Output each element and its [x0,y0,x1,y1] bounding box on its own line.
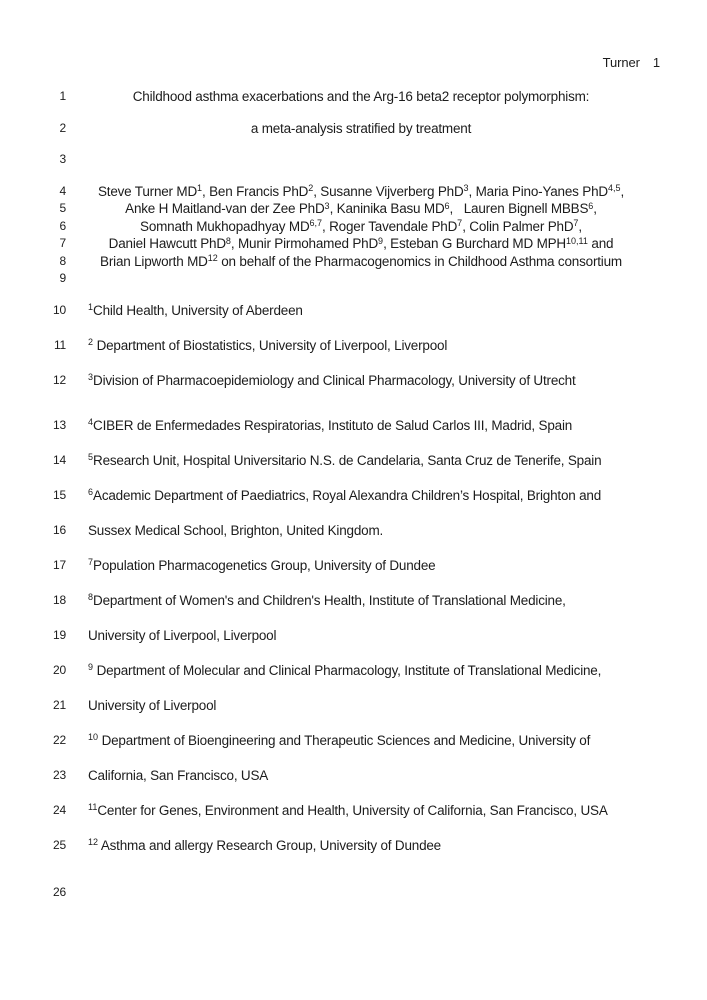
line-row [0,253,707,271]
text-segment: Population Pharmacogenetics Group, University of Dundee [93,557,436,573]
text-segment: Somnath Mukhopadhyay MD [140,218,310,234]
line-row [0,802,707,820]
line-number: 8 [59,253,66,268]
text-segment: CIBER de Enfermedades Respiratorias, Instituto de Salud Carlos III, Madrid, Spain [93,417,573,433]
text-segment: , Munir Pirmohamed PhD [230,236,379,251]
text-segment: , Lauren Bignell MBBS [449,201,589,216]
text-segment: , [593,201,597,216]
text-segment: Center for Genes, Environment and Health, University of California, San Francisco, USA [97,802,608,818]
line-list [0,88,707,901]
line-number: 1 [59,89,66,103]
superscript-affiliation-ref: 12 [88,837,99,847]
line-text [88,522,634,540]
line-number: 20 [53,662,66,677]
line-number: 6 [59,218,66,233]
line-number: 3 [59,152,66,166]
text-segment: Brian Lipworth MD [100,253,208,269]
text-segment: on behalf of the Pharmacogenomics in Childhood Asthma consortium [217,253,622,269]
text-segment: , Roger Tavendale PhD [322,218,458,234]
line-row [0,452,707,470]
line-number: 14 [53,452,66,467]
line-number: 10 [53,302,66,317]
line-number: 17 [53,557,66,572]
line-row [0,662,707,680]
superscript-affiliation-ref: 3 [463,183,469,193]
text-segment: Academic Department of Paediatrics, Royal Alexandra Children’s Hospital, Brighton and [93,487,602,503]
line-row [0,767,707,785]
line-text [88,884,634,902]
superscript-affiliation-ref: 4 [88,417,94,427]
line-text [88,837,634,855]
line-number: 19 [53,627,66,642]
line-row [0,592,707,610]
text-segment: Asthma and allergy Research Group, University of Dundee [98,837,441,853]
superscript-affiliation-ref: 4,5 [607,183,621,193]
line-row [0,884,707,902]
line-text [88,88,634,106]
line-row [0,235,707,253]
superscript-affiliation-ref: 3 [324,200,330,211]
text-segment: Steve Turner MD [97,183,198,199]
line-number: 9 [59,271,66,285]
line-number: 25 [53,837,66,852]
line-row [0,200,707,218]
superscript-affiliation-ref: 7 [457,218,463,228]
superscript-affiliation-ref: 8 [88,592,94,602]
running-head-page-number: 1 [652,55,660,70]
superscript-affiliation-ref: 2 [308,183,314,193]
line-text [88,120,634,138]
superscript-affiliation-ref: 6,7 [309,218,323,228]
text-segment: California, San Francisco, USA [88,767,269,783]
line-number: 5 [59,201,66,215]
superscript-affiliation-ref: 7 [573,218,579,228]
line-text [88,200,634,218]
text-segment: Anke H Maitland-van der Zee PhD [125,201,325,216]
line-number: 21 [53,697,66,712]
line-text [88,487,634,505]
line-text [88,662,634,680]
line-number: 4 [59,183,66,198]
superscript-affiliation-ref: 11 [88,802,98,812]
superscript-affiliation-ref: 1 [88,302,94,312]
line-text [88,592,634,610]
line-row [0,372,707,390]
line-number: 15 [53,487,66,502]
superscript-affiliation-ref: 3 [88,372,94,382]
superscript-affiliation-ref: 9 [378,235,384,246]
line-number: 2 [59,120,66,135]
text-segment: Childhood asthma exacerbations and the Arg-16 beta2 receptor polymorphism: [132,89,590,104]
line-text [88,337,634,355]
text-segment: University of Liverpool, Liverpool [88,627,277,643]
line-number: 7 [59,236,66,250]
superscript-affiliation-ref: 5 [88,452,94,462]
line-row [0,732,707,750]
superscript-affiliation-ref: 12 [207,253,218,263]
line-text [88,253,634,271]
text-segment: and [587,236,614,251]
line-row [0,697,707,715]
line-text [88,235,634,253]
text-segment: Department of Bioengineering and Therapeutic Sciences and Medicine, University of [98,732,591,748]
text-segment: , [578,218,582,234]
line-number: 13 [53,417,66,432]
line-text [88,302,634,320]
line-text [88,183,634,201]
line-row [0,337,707,355]
line-text [88,767,634,785]
text-segment: Division of Pharmacoepidemiology and Clinical Pharmacology, University of Utrecht [93,372,576,388]
text-segment: a meta-analysis stratified by treatment [250,120,472,136]
superscript-affiliation-ref: 1 [197,183,203,193]
text-segment: Child Health, University of Aberdeen [93,302,303,318]
superscript-affiliation-ref: 8 [225,235,231,246]
line-text [88,732,634,750]
line-text [88,151,634,169]
line-row [0,302,707,320]
line-number: 22 [53,732,66,747]
line-number: 12 [53,372,66,387]
line-text [88,218,634,236]
line-number: 23 [53,767,66,782]
superscript-affiliation-ref: 6 [588,200,594,211]
line-row [0,522,707,540]
line-text [88,557,634,575]
line-row [0,837,707,855]
superscript-affiliation-ref: 6 [88,487,94,497]
line-text [88,452,634,470]
running-head-author: Turner [602,55,640,70]
line-row [0,183,707,201]
line-row [0,151,707,169]
text-segment: Department of Molecular and Clinical Pharmacology, Institute of Translational Medicine, [93,662,602,678]
line-number: 16 [53,522,66,537]
line-row [0,487,707,505]
text-segment: Research Unit, Hospital Universitario N.S. de Candelaria, Santa Cruz de Tenerife, Spain [93,452,602,468]
superscript-affiliation-ref: 2 [88,337,94,347]
line-number: 18 [53,592,66,607]
text-segment: , Esteban G Burchard MD MPH [383,236,566,251]
line-number: 24 [53,802,66,817]
superscript-affiliation-ref: 10 [88,732,99,742]
line-number: 26 [53,884,66,899]
line-text [88,802,634,820]
line-row [0,88,707,106]
text-segment: Department of Women's and Children's Health, Institute of Translational Medicine, [93,592,566,608]
text-segment: , Ben Francis PhD [202,183,309,199]
line-row [0,120,707,138]
text-segment: , Maria Pino-Yanes PhD [468,183,608,199]
superscript-affiliation-ref: 10,11 [565,235,588,246]
text-segment: University of Liverpool [88,697,217,713]
line-text [88,417,634,435]
line-number: 11 [53,337,66,352]
line-row [0,218,707,236]
line-text [88,697,634,715]
line-row [0,627,707,645]
text-segment: Daniel Hawcutt PhD [108,236,226,251]
text-segment: , [620,183,625,199]
text-segment: , Colin Palmer PhD [462,218,574,234]
line-text [88,627,634,645]
line-text [88,270,634,288]
running-head [589,40,660,85]
text-segment: , Susanne Vijverberg PhD [313,183,464,199]
line-row [0,557,707,575]
superscript-affiliation-ref: 7 [88,557,94,567]
superscript-affiliation-ref: 6 [444,200,450,211]
text-segment: , Kaninika Basu MD [329,201,445,216]
line-row [0,417,707,435]
superscript-affiliation-ref: 9 [88,662,94,672]
text-segment: Department of Biostatistics, University of Liverpool, Liverpool [93,337,448,353]
text-segment: Sussex Medical School, Brighton, United Kingdom. [88,522,384,538]
line-row [0,270,707,288]
line-text [88,372,634,390]
